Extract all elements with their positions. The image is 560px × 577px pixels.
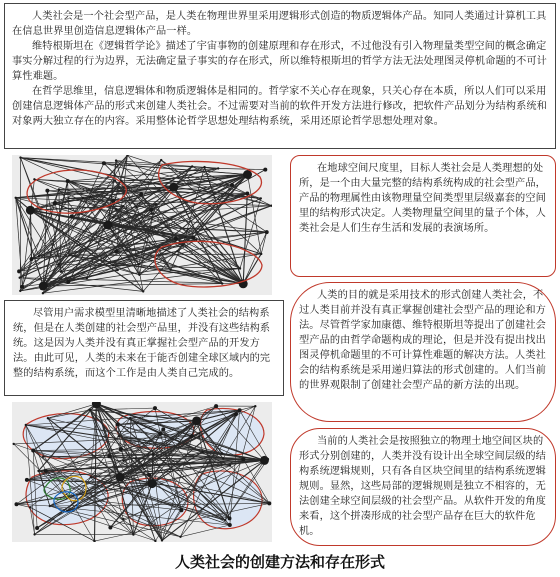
intro-paragraph-2: 维特根斯坦在《逻辑哲学论》描述了宇宙事物的创建原理和存在形式，不过他没有引入物理量类型空间的概念确定事实分解过程的行为边界，无法确定量子事实的存在形式，所以维特根斯坦的哲学方法无法处理图灵停机命题的不可计算性难题。 xyxy=(12,41,547,82)
network-node xyxy=(104,221,113,230)
network-node xyxy=(58,263,60,265)
network-node xyxy=(174,237,178,241)
network-node xyxy=(203,166,205,168)
network-node xyxy=(68,197,70,199)
network-node xyxy=(161,427,165,431)
network-node xyxy=(267,501,271,505)
network-node xyxy=(234,412,238,416)
network-node xyxy=(263,168,267,172)
network-node xyxy=(229,464,231,466)
network-node xyxy=(122,518,124,520)
network-node xyxy=(42,456,44,458)
network-node xyxy=(184,236,186,238)
network-node xyxy=(176,250,178,252)
network-node xyxy=(149,208,153,212)
network-node xyxy=(122,205,124,207)
network-edge xyxy=(30,210,222,283)
network-edge xyxy=(243,194,247,284)
network-node xyxy=(44,469,48,473)
network-node xyxy=(58,188,60,190)
network-node xyxy=(53,201,57,205)
network-edge xyxy=(181,525,230,537)
network-image-lower xyxy=(12,402,272,542)
network-node xyxy=(20,285,24,289)
network-node xyxy=(198,432,200,434)
network-node xyxy=(90,476,92,478)
network-image-upper xyxy=(12,155,272,295)
network-node xyxy=(191,236,195,240)
network-node xyxy=(139,192,143,196)
network-node xyxy=(15,502,19,506)
annotation-text-1: 在地球空间尺度里，目标人类社会是人类理想的处所，是一个由大量完整的结构系统构成的社会型产品，产品的物理属性由该物理量空间类型里层级嘉套的空间里的结构形式决定。人类物理量空间里的量子个体，人类社会是人们生存生活和发展的表演场所。 xyxy=(299,163,546,234)
network-node xyxy=(114,179,116,181)
network-node xyxy=(214,404,218,408)
network-node xyxy=(17,269,21,273)
network-node xyxy=(169,183,178,192)
network-node xyxy=(254,405,256,407)
network-node xyxy=(239,267,241,269)
network-node xyxy=(228,516,232,520)
network-node xyxy=(191,165,193,167)
network-node xyxy=(158,432,162,436)
network-node xyxy=(45,189,49,193)
network-node xyxy=(30,257,34,261)
network-node xyxy=(116,269,118,271)
network-node xyxy=(182,245,184,247)
network-node xyxy=(25,424,27,426)
network-node xyxy=(60,271,62,273)
network-node xyxy=(134,457,136,459)
network-node xyxy=(154,540,156,542)
network-node xyxy=(137,263,139,265)
network-node xyxy=(147,473,151,477)
annotation-box-2 xyxy=(290,282,556,422)
network-node xyxy=(170,269,172,271)
network-node xyxy=(245,192,249,196)
network-node xyxy=(66,179,70,183)
network-node xyxy=(70,214,74,218)
network-node xyxy=(108,526,112,530)
network-node xyxy=(37,470,39,472)
network-node xyxy=(152,453,154,455)
network-node xyxy=(122,459,124,461)
network-node xyxy=(151,213,153,215)
network-node xyxy=(38,255,40,257)
network-node xyxy=(115,159,117,161)
network-node xyxy=(49,505,51,507)
network-node xyxy=(221,282,223,284)
network-node xyxy=(148,479,157,488)
network-node xyxy=(138,274,140,276)
intro-text-box xyxy=(4,3,556,149)
network-node xyxy=(19,277,21,279)
network-node xyxy=(224,519,226,521)
network-node xyxy=(230,183,234,187)
network-node xyxy=(116,423,120,427)
network-node xyxy=(89,409,91,411)
network-node xyxy=(198,435,200,437)
network-node xyxy=(135,206,137,208)
network-node xyxy=(241,457,245,461)
network-node xyxy=(82,197,84,199)
network-node xyxy=(19,156,21,158)
network-node xyxy=(114,249,118,253)
network-node xyxy=(119,447,123,451)
network-node xyxy=(260,253,262,255)
network-node xyxy=(179,508,183,512)
network-node xyxy=(132,533,134,535)
annotation-text-3: 当前的人类社会是按照独立的物理土地空间区块的形式分别创建的，人类并没有设计出全球空间层级的结构系统逻辑规则，只有各自区块空间里的结构系统逻辑规则。显然，这些局部的逻辑规则是独立不相容的，无法创建全球空间层级的社会型产品。从软件开发的角度来看，这个拼凑形成的社会型产品存在巨大的软件危机。 xyxy=(299,436,546,537)
network-node xyxy=(26,206,35,215)
network-edge xyxy=(176,198,261,238)
annotation-box-1 xyxy=(290,155,556,277)
annotation-text-2: 人类的目的就是采用技术的形式创建人类社会，不过人类目前并没有真正掌握创建社会型产品的理论和方法。尽管哲学家加康德、维特根斯坦等提出了创建社会型产品的由哲学命题构成的理论，但是并没有提出找出图灵停机命题里的不可计算性难题的解决方法。人类社会的结构系统是采用递归算法的形式创建的。人们当前的世界观限制了创建社会型产品的新方法的出现。 xyxy=(299,290,546,391)
network-node xyxy=(217,167,219,169)
network-node xyxy=(29,506,31,508)
network-edge xyxy=(218,168,265,169)
network-node xyxy=(190,434,194,438)
network-node xyxy=(35,526,39,530)
middle-text: 尽管用户需求模型里清晰地描述了人类社会的结构系统，但是在人类创建的社会型产品里，并没有这些结构系统。这是因为人类并没有真正掌握社会型产品的开发方法。由此可见，人类的未来在于能否创建全球区域内的完整的结构系统，而这个工作是由人类自己完成的。 xyxy=(13,308,271,379)
network-node xyxy=(112,264,114,266)
network-node xyxy=(155,203,157,205)
network-node xyxy=(160,159,162,161)
intro-paragraph-3: 在哲学思维里，信息逻辑体和物质逻辑体是相同的。哲学家不关心存在现象，只关心存在本质，所以人们可以采用创建信息逻辑体产品的形式来创建人类社会。不过需要对当前的软件开发方法进行修改，把软件产品划分为结构系统和对象两大独立存在的内容。采用整体论哲学思想处理结构系统，采用还原论哲学思想处理对象。 xyxy=(12,86,547,127)
network-node xyxy=(116,473,125,482)
network-node xyxy=(15,197,17,199)
network-node xyxy=(13,443,15,445)
network-node xyxy=(228,523,232,527)
intro-paragraph-1: 人类社会是一个社会型产品，是人类在物理世界里采用逻辑形式创造的物质逻辑体产品。知同人类通过计算机工具在信息世界里创造信息逻辑体产品一样。 xyxy=(12,11,547,37)
network-node xyxy=(141,464,143,466)
network-node xyxy=(243,170,252,179)
network-node xyxy=(102,161,106,165)
network-node xyxy=(222,457,224,459)
network-node xyxy=(201,451,203,453)
network-node xyxy=(195,238,197,240)
network-node xyxy=(260,197,262,199)
network-node xyxy=(40,286,44,290)
network-node xyxy=(66,280,70,284)
network-node xyxy=(47,417,49,419)
network-node xyxy=(142,290,144,292)
network-node xyxy=(221,452,223,454)
network-node xyxy=(42,292,44,294)
network-node xyxy=(118,435,120,437)
network-node xyxy=(68,254,70,256)
network-edge xyxy=(30,210,31,259)
network-node xyxy=(107,454,111,458)
network-node xyxy=(161,539,163,541)
network-node xyxy=(179,536,181,538)
network-node xyxy=(153,406,157,410)
figure-caption: 人类社会的创建方法和存在形式 xyxy=(174,553,385,571)
network-node xyxy=(129,417,131,419)
network-node xyxy=(33,533,35,535)
network-node xyxy=(115,208,117,210)
annotation-box-3 xyxy=(290,428,556,546)
network-node xyxy=(89,196,91,198)
network-node xyxy=(112,216,114,218)
network-node xyxy=(265,230,269,234)
network-node xyxy=(238,408,242,412)
network-node xyxy=(31,449,35,453)
network-node xyxy=(192,416,201,425)
network-node xyxy=(267,458,269,460)
network-node xyxy=(19,290,21,292)
network-node xyxy=(86,277,88,279)
middle-text-box xyxy=(4,300,284,396)
network-node xyxy=(25,478,29,482)
network-node xyxy=(260,456,269,465)
